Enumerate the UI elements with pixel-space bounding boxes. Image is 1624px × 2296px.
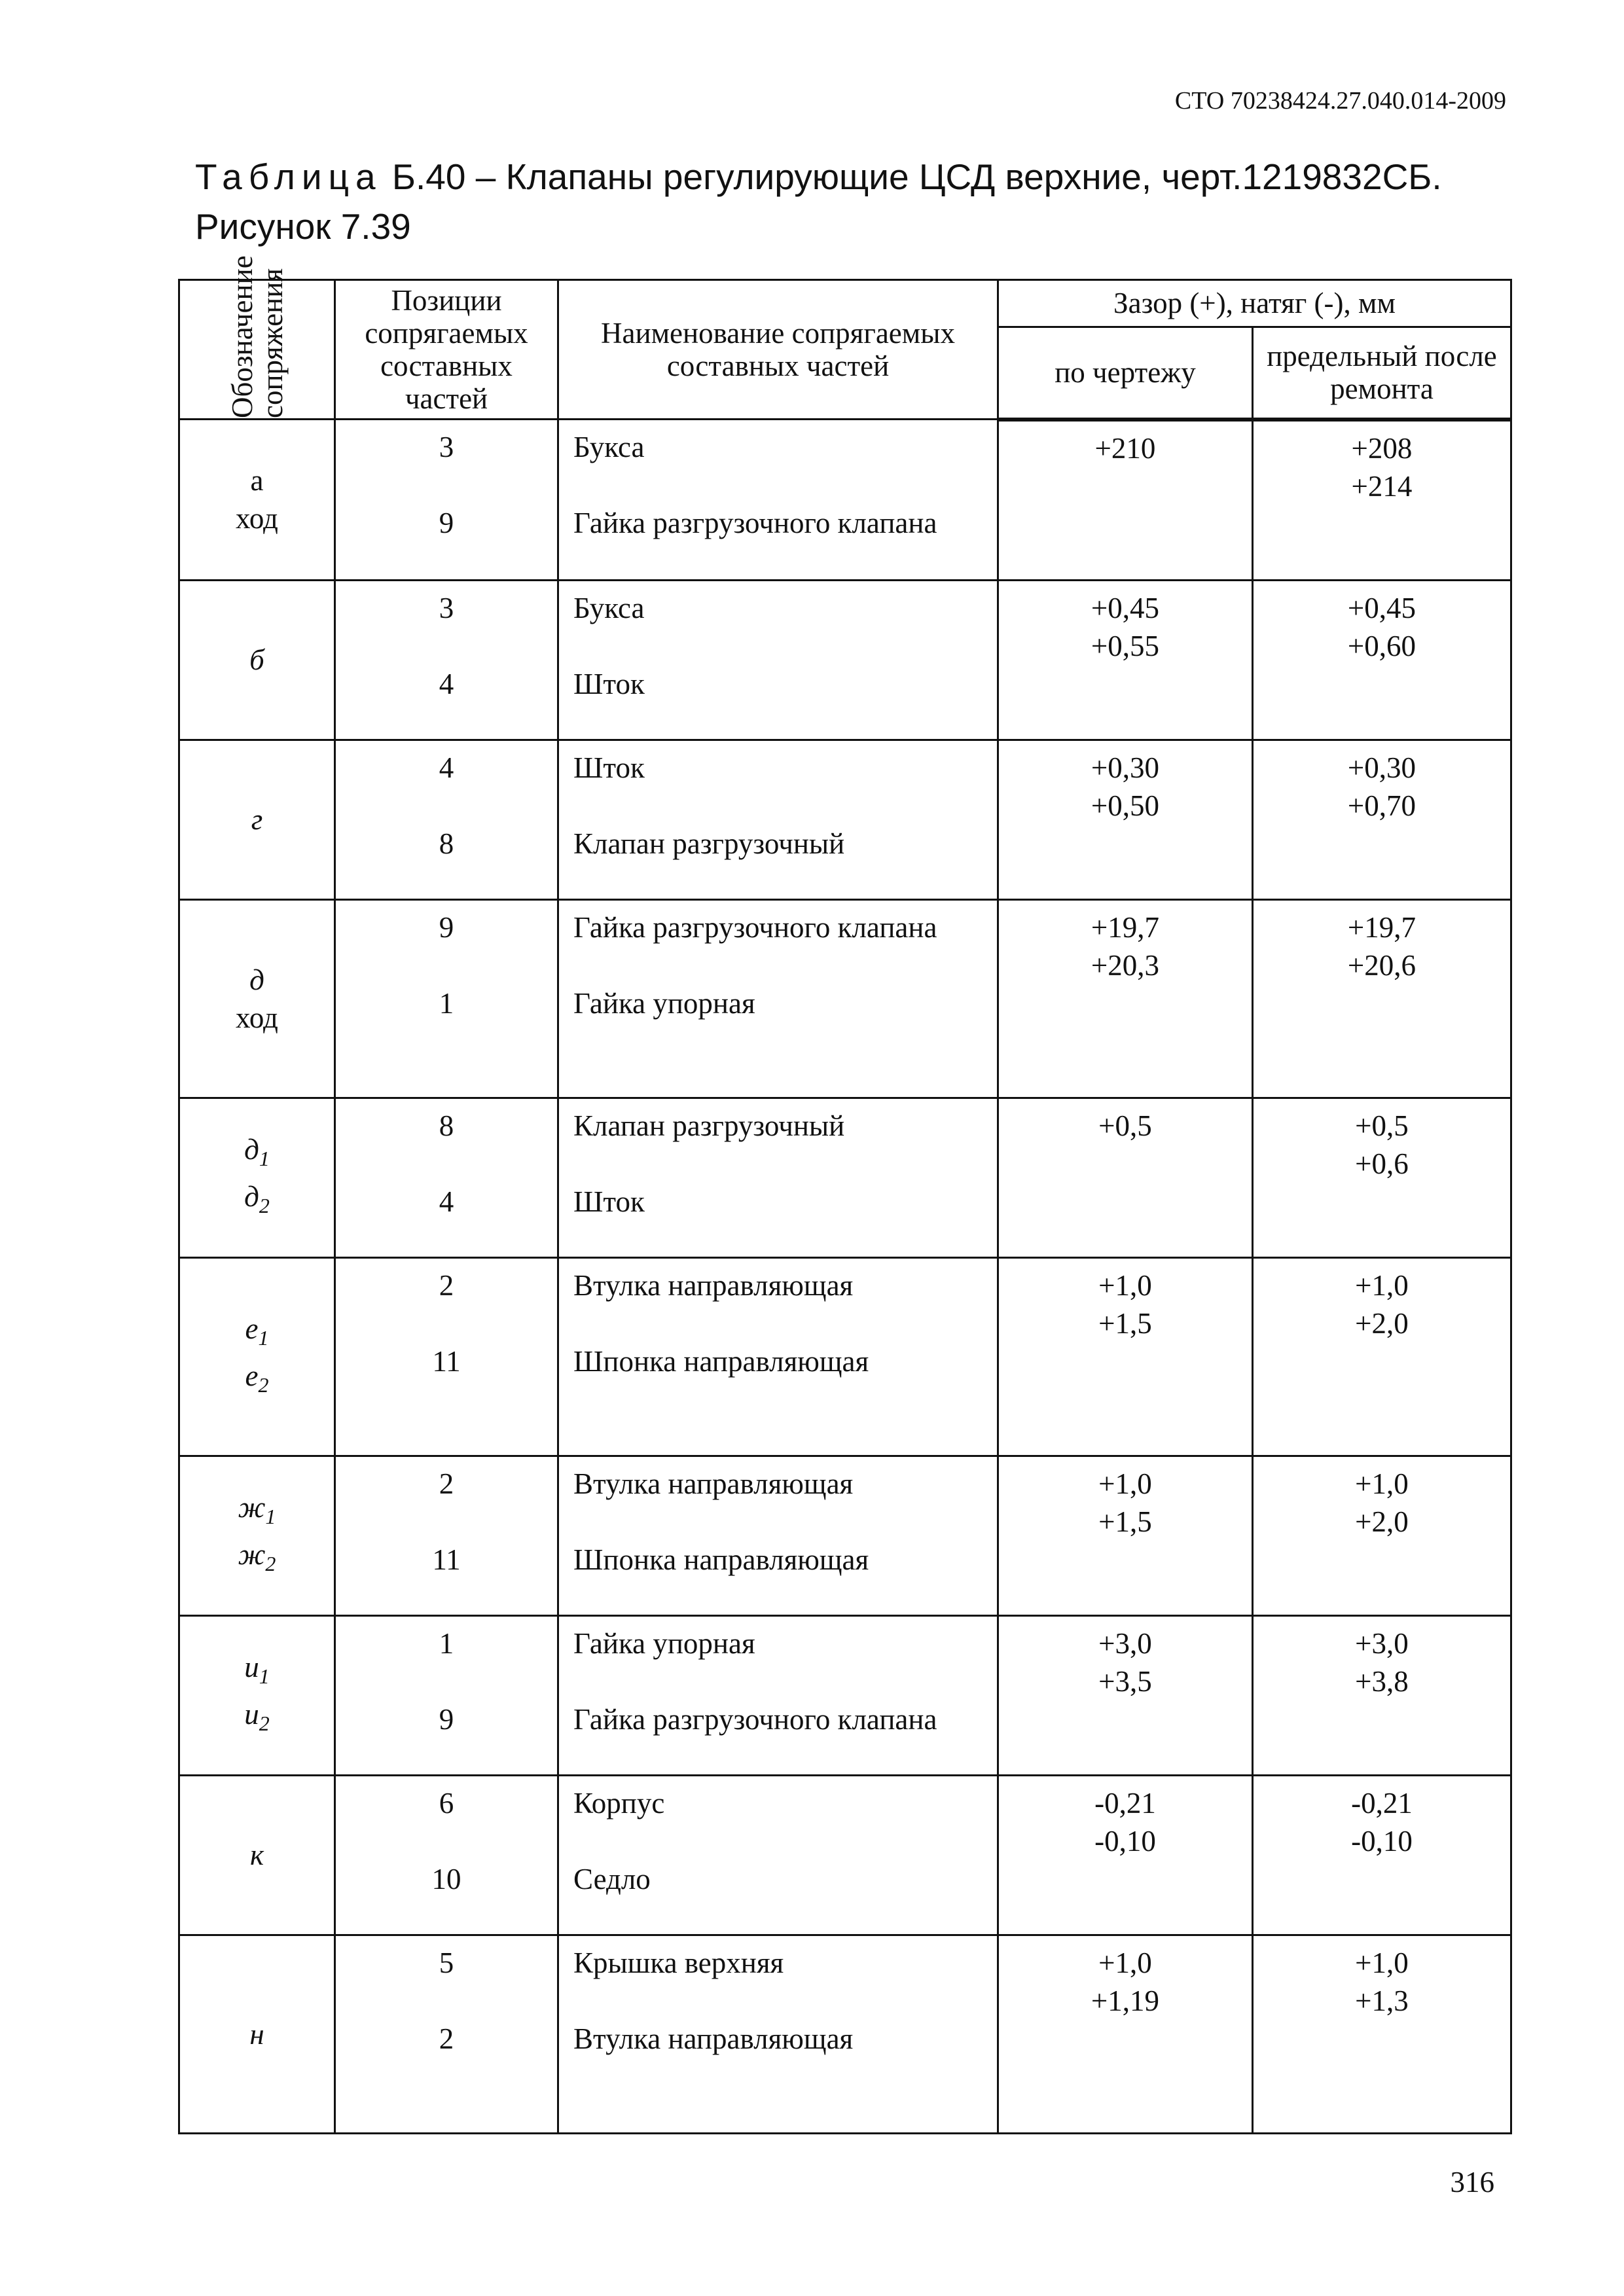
designation-mark: $д_1$ (244, 1133, 270, 1170)
part-name-second: Клапан разгрузочный (573, 827, 845, 860)
gap-by-drawing-cell (998, 1456, 1253, 1615)
position-first: 2 (439, 1467, 454, 1500)
header-designation-text: Обозначение сопряжения (225, 255, 289, 418)
table-row (179, 899, 1511, 1098)
gap-after-repair-cell (1253, 1257, 1511, 1456)
gap-by-drawing-max: +0,50 (1091, 789, 1160, 822)
gap-by-drawing-max: +0,55 (1091, 629, 1160, 662)
gap-after-repair-min: +1,0 (1355, 1467, 1409, 1500)
gap-by-drawing-min: +210 (1094, 431, 1156, 465)
designation-mark: г (251, 803, 263, 836)
table-row (179, 1456, 1511, 1615)
gap-by-drawing-cell (998, 420, 1253, 581)
gap-after-repair-max: -0,10 (1351, 1824, 1413, 1857)
header-names: Наименование сопрягаемых составных частей (558, 280, 998, 420)
table-row (179, 1098, 1511, 1257)
gap-by-drawing-max: +1,5 (1098, 1306, 1152, 1340)
gap-by-drawing-max: +1,5 (1098, 1505, 1152, 1538)
position-first: 2 (439, 1268, 454, 1302)
gap-after-repair-min: +0,5 (1355, 1109, 1409, 1142)
names-cell (558, 1098, 998, 1257)
table-row (179, 1935, 1511, 2133)
designation-cell (179, 1257, 335, 1456)
gap-by-drawing-cell (998, 1257, 1253, 1456)
gap-by-drawing-max: +1,19 (1091, 1984, 1160, 2017)
table-row (179, 1257, 1511, 1456)
names-cell (558, 420, 998, 581)
gap-after-repair-cell (1253, 740, 1511, 899)
part-name-first: Букса (573, 431, 645, 463)
names-cell (558, 1775, 998, 1935)
gap-by-drawing-cell (998, 1775, 1253, 1935)
table-row (179, 580, 1511, 740)
gap-by-drawing-max: -0,10 (1094, 1824, 1156, 1857)
gap-by-drawing-max: +3,5 (1098, 1664, 1152, 1698)
position-first: 8 (439, 1109, 454, 1142)
designation-mark: а (250, 464, 264, 497)
gap-by-drawing-min: +1,0 (1098, 1467, 1152, 1500)
position-first: 1 (439, 1626, 454, 1660)
gap-after-repair-min: +19,7 (1347, 910, 1416, 944)
position-first: 6 (439, 1786, 454, 1820)
names-cell (558, 740, 998, 899)
positions-cell (335, 1456, 558, 1615)
gap-after-repair-max: +20,6 (1347, 948, 1416, 982)
gap-after-repair-cell (1253, 580, 1511, 740)
fits-table (178, 255, 1512, 2134)
names-cell (558, 580, 998, 740)
table-row (179, 420, 1511, 581)
designation-cell (179, 899, 335, 1098)
designation-mark: $и_1$ (244, 1651, 270, 1688)
designation-cell (179, 580, 335, 740)
designation-note: $е_2$ (245, 1359, 269, 1397)
gap-after-repair-max: +2,0 (1355, 1505, 1409, 1538)
designation-note: ход (236, 502, 278, 535)
gap-by-drawing-cell (998, 1098, 1253, 1257)
part-name-second: Шток (573, 667, 645, 700)
position-second: 1 (439, 986, 454, 1020)
position-second: 10 (431, 1862, 461, 1895)
positions-cell (335, 1098, 558, 1257)
gap-by-drawing-min: +1,0 (1098, 1268, 1152, 1302)
caption-prefix: Таблица (195, 156, 382, 197)
table-row (179, 740, 1511, 899)
gap-by-drawing-min: +0,30 (1091, 751, 1160, 784)
gap-after-repair-min: +1,0 (1355, 1268, 1409, 1302)
gap-after-repair-cell (1253, 1456, 1511, 1615)
position-first: 3 (439, 591, 454, 624)
gap-by-drawing-min: +0,45 (1091, 591, 1160, 624)
gap-by-drawing-cell (998, 899, 1253, 1098)
designation-cell (179, 1456, 335, 1615)
gap-after-repair-cell (1253, 420, 1511, 581)
gap-after-repair-max: +0,60 (1347, 629, 1416, 662)
part-name-second: Гайка разгрузочного клапана (573, 1702, 937, 1736)
gap-after-repair-cell (1253, 1098, 1511, 1257)
part-name-second: Шпонка направляющая (573, 1543, 869, 1576)
part-name-second: Втулка направляющая (573, 2022, 854, 2055)
gap-by-drawing-min: +0,5 (1098, 1109, 1152, 1142)
designation-mark: д (249, 963, 264, 996)
page-number: 316 (1450, 2166, 1494, 2198)
part-name-second: Седло (573, 1862, 651, 1895)
designation-cell (179, 740, 335, 899)
position-first: 4 (439, 751, 454, 784)
position-second: 2 (439, 2022, 454, 2055)
gap-after-repair-cell (1253, 1935, 1511, 2133)
gap-by-drawing-cell (998, 1935, 1253, 2133)
gap-after-repair-max: +2,0 (1355, 1306, 1409, 1340)
designation-cell (179, 1615, 335, 1775)
gap-after-repair-cell (1253, 1775, 1511, 1935)
table-caption (195, 152, 1498, 251)
designation-note: $и_2$ (244, 1698, 270, 1735)
positions-cell (335, 1615, 558, 1775)
names-cell (558, 1456, 998, 1615)
designation-mark: б (249, 643, 264, 676)
gap-after-repair-cell (1253, 1615, 1511, 1775)
part-name-second: Шток (573, 1185, 645, 1218)
header-after-repair: предельный после ремонта (1253, 327, 1511, 419)
positions-cell (335, 580, 558, 740)
gap-after-repair-min: +3,0 (1355, 1626, 1409, 1660)
part-name-first: Шток (573, 751, 645, 784)
position-first: 3 (439, 431, 454, 463)
gap-by-drawing-min: +3,0 (1098, 1626, 1152, 1660)
positions-cell (335, 1775, 558, 1935)
names-cell (558, 1257, 998, 1456)
designation-mark: $е_1$ (245, 1312, 269, 1350)
part-name-second: Гайка разгрузочного клапана (573, 507, 937, 539)
position-second: 4 (439, 1185, 454, 1218)
part-name-second: Шпонка направляющая (573, 1344, 869, 1378)
designation-note: $д_2$ (244, 1180, 270, 1217)
gap-after-repair-cell (1253, 899, 1511, 1098)
gap-after-repair-min: +0,30 (1347, 751, 1416, 784)
designation-mark: н (249, 2017, 264, 2051)
designation-cell (179, 1775, 335, 1935)
part-name-first: Клапан разгрузочный (573, 1109, 845, 1142)
gap-by-drawing-min: +19,7 (1091, 910, 1160, 944)
names-cell (558, 1935, 998, 2133)
gap-after-repair-max: +1,3 (1355, 1984, 1409, 2017)
table-body (179, 420, 1511, 2134)
designation-cell (179, 1098, 335, 1257)
gap-by-drawing-cell (998, 580, 1253, 740)
caption-text: Б.40 – Клапаны регулирующие ЦСД верхние, черт.1219832СБ. Рисунок 7.39 (195, 156, 1442, 247)
gap-by-drawing-cell (998, 740, 1253, 899)
position-first: 9 (439, 910, 454, 944)
part-name-first: Гайка упорная (573, 1626, 755, 1660)
names-cell (558, 899, 998, 1098)
positions-cell (335, 899, 558, 1098)
header-by-drawing: по чертежу (998, 327, 1253, 419)
gap-by-drawing-min: -0,21 (1094, 1786, 1156, 1820)
designation-mark: $ж_1$ (238, 1491, 276, 1528)
position-second: 11 (432, 1344, 461, 1378)
document-code: СТО 70238424.27.040.014-2009 (1174, 87, 1506, 115)
part-name-first: Втулка направляющая (573, 1467, 854, 1500)
header-designation (179, 255, 335, 420)
table-row (179, 1615, 1511, 1775)
position-second: 4 (439, 667, 454, 700)
positions-cell (335, 1257, 558, 1456)
positions-cell (335, 420, 558, 581)
position-second: 8 (439, 827, 454, 860)
gap-by-drawing-max: +20,3 (1091, 948, 1160, 982)
names-cell (558, 1615, 998, 1775)
gap-after-repair-max: +0,70 (1347, 789, 1416, 822)
part-name-first: Крышка верхняя (573, 1946, 784, 1979)
table-row (179, 1775, 1511, 1935)
gap-after-repair-min: -0,21 (1351, 1786, 1413, 1820)
position-second: 9 (439, 1702, 454, 1736)
part-name-first: Гайка разгрузочного клапана (573, 910, 937, 944)
gap-after-repair-max: +0,6 (1355, 1147, 1409, 1180)
part-name-first: Букса (573, 591, 645, 624)
gap-after-repair-max: +3,8 (1355, 1664, 1409, 1698)
part-name-first: Корпус (573, 1786, 665, 1820)
position-second: 9 (439, 507, 454, 539)
gap-after-repair-max: +214 (1351, 469, 1413, 503)
gap-after-repair-min: +1,0 (1355, 1946, 1409, 1979)
positions-cell (335, 740, 558, 899)
header-positions: Позиции сопрягаемых составных частей (335, 280, 558, 420)
gap-by-drawing-min: +1,0 (1098, 1946, 1152, 1979)
position-first: 5 (439, 1946, 454, 1979)
designation-note: $ж_2$ (238, 1538, 276, 1575)
gap-after-repair-min: +0,45 (1347, 591, 1416, 624)
header-gap: Зазор (+), натяг (-), мм (998, 280, 1511, 327)
gap-by-drawing-cell (998, 1615, 1253, 1775)
gap-after-repair-min: +208 (1351, 431, 1413, 465)
designation-note: ход (236, 1001, 278, 1034)
designation-cell (179, 1935, 335, 2133)
position-second: 11 (432, 1543, 461, 1576)
designation-cell (179, 420, 335, 581)
positions-cell (335, 1935, 558, 2133)
part-name-second: Гайка упорная (573, 986, 755, 1020)
designation-mark: к (249, 1839, 264, 1871)
part-name-first: Втулка направляющая (573, 1268, 854, 1302)
